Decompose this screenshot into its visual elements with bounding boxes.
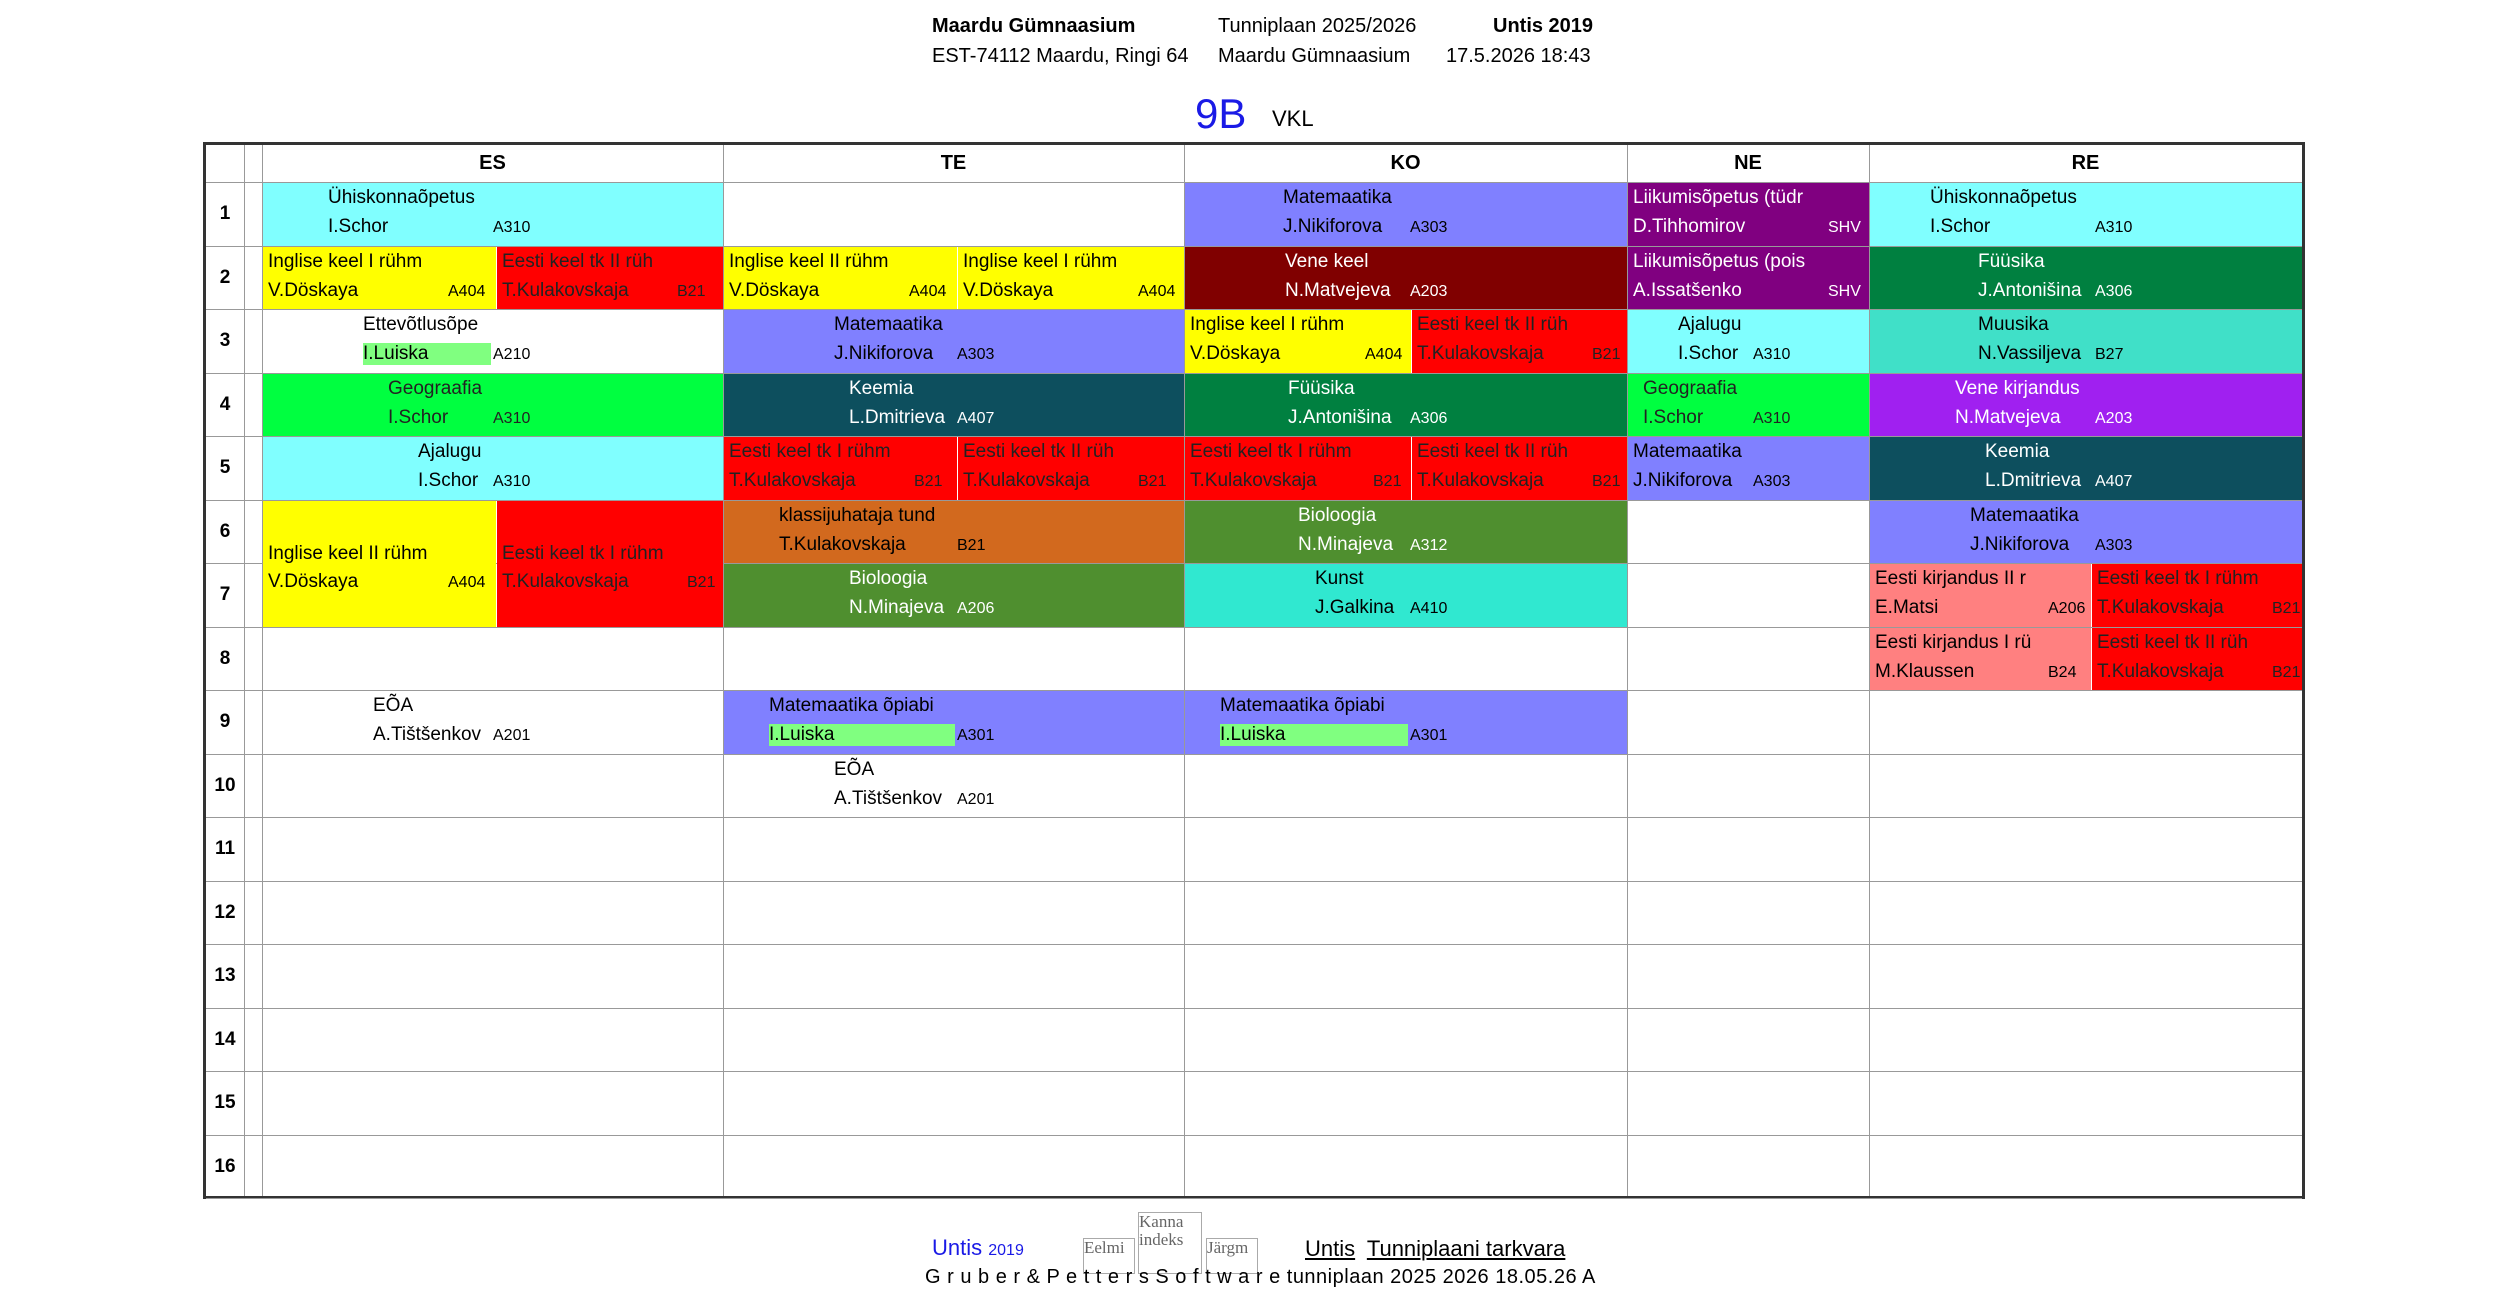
lesson-teacher: T.Kulakovskaja (779, 534, 906, 555)
lesson-teacher: I.Luiska (363, 343, 491, 365)
lesson-cell[interactable] (1870, 374, 2302, 436)
lesson-cell[interactable] (1628, 183, 1869, 246)
grid-row-divider (206, 944, 2302, 945)
lesson-room: A203 (1410, 283, 1448, 300)
lesson-teacher: V.Döskaya (963, 280, 1054, 301)
lesson-cell[interactable] (1870, 628, 2091, 690)
school-address: EST-74112 Maardu, Ringi 64 (932, 45, 1189, 67)
lesson-room: B21 (2272, 664, 2301, 681)
lesson-teacher: I.Schor (1678, 343, 1739, 364)
lesson-room: B21 (1138, 473, 1167, 490)
lesson-room: A303 (1410, 219, 1448, 236)
lesson-teacher: T.Kulakovskaja (1417, 343, 1544, 364)
grid-row-divider (206, 1198, 2302, 1199)
lesson-cell[interactable] (724, 247, 957, 309)
lesson-room: SHV (1828, 283, 1861, 300)
lesson-room: A404 (909, 283, 947, 300)
lesson-teacher: T.Kulakovskaja (2097, 597, 2224, 618)
lesson-cell[interactable] (1870, 183, 2302, 246)
lesson-subject: Liikumisõpetus (pois (1633, 251, 1806, 272)
lesson-teacher: T.Kulakovskaja (1417, 470, 1544, 491)
lesson-teacher: J.Nikiforova (1970, 534, 2070, 555)
lesson-subject: Geograafia (1643, 378, 1738, 399)
index-nav-image[interactable]: Kanna indeks (1138, 1212, 1202, 1274)
lesson-teacher: I.Schor (388, 407, 449, 428)
lesson-subject: Matemaatika (1283, 187, 1392, 208)
lesson-subject: klassijuhataja tund (779, 505, 936, 526)
lesson-room: SHV (1828, 219, 1861, 236)
lesson-room: A407 (957, 410, 995, 427)
lesson-room: A407 (2095, 473, 2133, 490)
grid-row-divider (206, 1135, 2302, 1136)
lesson-room: A404 (1138, 283, 1176, 300)
lesson-subject: Ajalugu (418, 441, 482, 462)
lesson-subject: Füüsika (1288, 378, 1355, 399)
lesson-cell[interactable] (1628, 247, 1869, 309)
lesson-cell[interactable] (1870, 310, 2302, 373)
lesson-cell[interactable] (1185, 437, 1411, 500)
lesson-room: A404 (1365, 346, 1403, 363)
lesson-teacher: A.Tištšenkov (373, 724, 482, 745)
lesson-cell[interactable] (1628, 374, 1869, 436)
lesson-room: A310 (1753, 410, 1791, 427)
lesson-subject: Eesti keel tk II rüh (502, 251, 654, 272)
software-link[interactable]: Tunniplaani tarkvara (1366, 1236, 1566, 1261)
period-number: 2 (219, 267, 231, 288)
day-header-te: TE (940, 152, 967, 174)
lesson-teacher: J.Antonišina (1288, 407, 1392, 428)
lesson-cell[interactable] (1185, 247, 1627, 309)
lesson-subject: Bioloogia (1298, 505, 1377, 526)
period-number: 12 (214, 902, 236, 923)
lesson-subject: Eesti keel tk I rühm (2097, 568, 2259, 589)
lesson-cell[interactable] (497, 501, 723, 627)
grid-row-divider (206, 817, 2302, 818)
lesson-cell[interactable] (1870, 247, 2302, 309)
lesson-room: A404 (448, 574, 486, 591)
lesson-subject: Füüsika (1978, 251, 2045, 272)
untis-version: Untis 2019 (1493, 15, 1594, 37)
plan-title: Tunniplaan 2025/2026 (1218, 15, 1417, 37)
lesson-teacher: L.Dmitrieva (1985, 470, 2082, 491)
lesson-teacher: J.Galkina (1315, 597, 1395, 618)
lesson-teacher: T.Kulakovskaja (1190, 470, 1317, 491)
lesson-subject: Inglise keel I rühm (963, 251, 1118, 272)
lesson-subject: Matemaatika õpiabi (769, 695, 934, 716)
lesson-teacher: N.Minajeva (849, 597, 945, 618)
class-name: 9B (1195, 90, 1247, 137)
lesson-room: A303 (2095, 537, 2133, 554)
untis-logo[interactable]: Untis 2019 (932, 1235, 1024, 1260)
lesson-subject: Eesti kirjandus II r (1875, 568, 2026, 589)
grid-row-divider (206, 1071, 2302, 1072)
lesson-cell[interactable] (1185, 183, 1627, 246)
lesson-cell[interactable] (263, 437, 723, 500)
lesson-room: A310 (1753, 346, 1791, 363)
lesson-teacher: V.Döskaya (1190, 343, 1281, 364)
period-number: 3 (219, 330, 231, 351)
lesson-subject: Bioloogia (849, 568, 928, 589)
lesson-cell[interactable] (958, 437, 1184, 500)
plan-school: Maardu Gümnaasium (1218, 45, 1411, 67)
lesson-subject: Ettevõtlusõpe (363, 314, 479, 335)
period-number: 16 (214, 1156, 236, 1177)
period-number: 1 (219, 203, 231, 224)
lesson-subject: Matemaatika (834, 314, 943, 335)
lesson-cell[interactable] (1628, 437, 1869, 500)
lesson-subject: Eesti keel tk II rüh (1417, 314, 1569, 335)
lesson-cell[interactable] (263, 501, 496, 627)
lesson-room: B21 (1592, 473, 1621, 490)
lesson-teacher: T.Kulakovskaja (963, 470, 1090, 491)
period-number: 8 (219, 648, 231, 669)
lesson-teacher: J.Nikiforova (1283, 216, 1383, 237)
lesson-teacher: I.Schor (418, 470, 479, 491)
lesson-subject: Eesti keel tk I rühm (502, 543, 664, 564)
lesson-subject: Eesti kirjandus I rü (1875, 632, 2032, 653)
lesson-cell[interactable] (1185, 564, 1627, 627)
lesson-cell[interactable] (263, 247, 496, 309)
lesson-teacher: T.Kulakovskaja (502, 571, 629, 592)
lesson-room: A301 (957, 727, 995, 744)
untis-link[interactable]: Untis (1305, 1236, 1356, 1261)
lesson-subject: Eesti keel tk II rüh (2097, 632, 2249, 653)
lesson-teacher: J.Nikiforova (1633, 470, 1733, 491)
lesson-subject: Inglise keel II rühm (729, 251, 889, 272)
lesson-cell[interactable] (263, 183, 723, 246)
lesson-subject: Matemaatika õpiabi (1220, 695, 1385, 716)
lesson-teacher: I.Luiska (769, 724, 955, 746)
lesson-subject: Geograafia (388, 378, 483, 399)
period-number: 6 (219, 521, 231, 542)
lesson-subject: Kunst (1315, 568, 1364, 589)
lesson-subject: Keemia (849, 378, 914, 399)
school-name: Maardu Gümnaasium (932, 15, 1136, 37)
lesson-cell[interactable] (263, 691, 723, 754)
lesson-room: A310 (493, 473, 531, 490)
lesson-cell[interactable] (724, 437, 957, 500)
period-number: 7 (219, 584, 231, 605)
lesson-teacher: V.Döskaya (729, 280, 820, 301)
lesson-teacher: L.Dmitrieva (849, 407, 946, 428)
next-nav-image[interactable]: Järgm (1206, 1238, 1258, 1274)
lesson-room: B21 (914, 473, 943, 490)
lesson-cell[interactable] (958, 247, 1184, 309)
lesson-cell[interactable] (724, 310, 1184, 373)
lesson-room: B21 (957, 537, 986, 554)
period-number: 10 (214, 775, 236, 796)
lesson-teacher: N.Matvejeva (1955, 407, 2061, 428)
grid-row-divider (206, 1008, 2302, 1009)
lesson-room: B21 (1592, 346, 1621, 363)
lesson-cell[interactable] (1185, 310, 1411, 373)
lesson-subject: Eesti keel tk II rüh (963, 441, 1115, 462)
lesson-teacher: V.Döskaya (268, 280, 359, 301)
lesson-room: A310 (493, 219, 531, 236)
lesson-cell[interactable] (263, 310, 723, 373)
period-number: 9 (219, 711, 231, 732)
lesson-subject: Eesti keel tk I rühm (729, 441, 891, 462)
lesson-teacher: I.Schor (1643, 407, 1704, 428)
lesson-teacher: T.Kulakovskaja (729, 470, 856, 491)
lesson-teacher: V.Döskaya (268, 571, 359, 592)
lesson-room: B21 (687, 574, 716, 591)
lesson-teacher: M.Klaussen (1875, 661, 1975, 682)
lesson-teacher: J.Antonišina (1978, 280, 2082, 301)
print-datetime: 17.5.2026 18:43 (1446, 45, 1591, 67)
lesson-teacher: J.Nikiforova (834, 343, 934, 364)
lesson-teacher: N.Matvejeva (1285, 280, 1391, 301)
lesson-teacher: I.Schor (1930, 216, 1991, 237)
lesson-teacher: I.Luiska (1220, 724, 1408, 746)
timetable-grid (203, 142, 2305, 1199)
period-number: 13 (214, 965, 236, 986)
lesson-teacher: T.Kulakovskaja (2097, 661, 2224, 682)
day-header-es: ES (479, 152, 506, 174)
lesson-cell[interactable] (1870, 564, 2091, 627)
lesson-cell[interactable] (724, 691, 1184, 754)
lesson-teacher: N.Minajeva (1298, 534, 1394, 555)
lesson-cell[interactable] (1870, 501, 2302, 563)
previous-nav-image[interactable]: Eelmi (1083, 1238, 1135, 1274)
lesson-cell[interactable] (1870, 437, 2302, 500)
lesson-room: A301 (1410, 727, 1448, 744)
lesson-room: B21 (677, 283, 706, 300)
lesson-room: B27 (2095, 346, 2124, 363)
lesson-cell[interactable] (1185, 691, 1627, 754)
day-header-re: RE (2071, 152, 2100, 174)
lesson-cell[interactable] (497, 247, 723, 309)
lesson-room: A310 (493, 410, 531, 427)
lesson-cell[interactable] (1185, 501, 1627, 563)
lesson-room: A210 (493, 346, 531, 363)
lesson-cell[interactable] (724, 374, 1184, 436)
lesson-cell[interactable] (1628, 310, 1869, 373)
day-header-ne: NE (1734, 152, 1762, 174)
lesson-subject: Ühiskonnaõpetus (328, 187, 475, 208)
lesson-subject: Eesti keel tk I rühm (1190, 441, 1352, 462)
lesson-subject: EÕA (373, 695, 414, 716)
period-number: 11 (214, 838, 236, 859)
lesson-cell[interactable] (2092, 628, 2302, 690)
lesson-room: A201 (493, 727, 531, 744)
lesson-room: A312 (1410, 537, 1448, 554)
footer-links (1305, 1236, 1571, 1262)
lesson-subject: Ajalugu (1678, 314, 1742, 335)
grid-column-divider (244, 145, 245, 1196)
lesson-room: A310 (2095, 219, 2133, 236)
lesson-cell[interactable] (2092, 564, 2302, 627)
lesson-cell[interactable] (263, 374, 723, 436)
lesson-room: A303 (957, 346, 995, 363)
lesson-subject: Inglise keel II rühm (268, 543, 428, 564)
lesson-room: A303 (1753, 473, 1791, 490)
lesson-teacher: I.Schor (328, 216, 389, 237)
lesson-room: A206 (957, 600, 995, 617)
lesson-subject: Vene kirjandus (1955, 378, 2080, 399)
lesson-room: A410 (1410, 600, 1448, 617)
lesson-room: B21 (2272, 600, 2301, 617)
lesson-subject: Inglise keel I rühm (1190, 314, 1345, 335)
period-number: 4 (219, 394, 231, 415)
lesson-subject: Liikumisõpetus (tüdr (1633, 187, 1804, 208)
lesson-subject: Vene keel (1285, 251, 1369, 272)
lesson-room: A404 (448, 283, 486, 300)
class-subtitle: VKL (1272, 106, 1314, 131)
period-number: 15 (214, 1092, 236, 1113)
lesson-cell[interactable] (1412, 437, 1627, 500)
lesson-teacher: N.Vassiljeva (1978, 343, 2082, 364)
lesson-teacher: T.Kulakovskaja (502, 280, 629, 301)
lesson-subject: Keemia (1985, 441, 2050, 462)
lesson-room: A306 (2095, 283, 2133, 300)
lesson-cell[interactable] (1185, 374, 1627, 436)
lesson-cell[interactable] (724, 564, 1184, 627)
lesson-subject: Matemaatika (1633, 441, 1742, 462)
lesson-subject: Ühiskonnaõpetus (1930, 187, 2077, 208)
day-header-ko: KO (1390, 152, 1421, 174)
grid-row-divider (206, 754, 2302, 755)
footer-credit: G r u b e r & P e t t e r s S o f t w a r e tunniplaan 2025 2026 18.05.26 A (925, 1266, 1596, 1288)
lesson-room: B21 (1373, 473, 1402, 490)
lesson-room: A206 (2048, 600, 2086, 617)
lesson-cell[interactable] (1412, 310, 1627, 373)
grid-row-divider (206, 881, 2302, 882)
lesson-subject: Muusika (1978, 314, 2049, 335)
lesson-subject: Matemaatika (1970, 505, 2079, 526)
lesson-room: A203 (2095, 410, 2133, 427)
lesson-cell[interactable] (724, 755, 1184, 817)
lesson-room: A201 (957, 791, 995, 808)
lesson-cell[interactable] (724, 501, 1184, 563)
lesson-teacher: A.Tištšenkov (834, 788, 943, 809)
period-number: 5 (219, 457, 231, 478)
lesson-teacher: E.Matsi (1875, 597, 1939, 618)
lesson-teacher: A.Issatšenko (1633, 280, 1742, 301)
lesson-teacher: D.Tihhomirov (1633, 216, 1746, 237)
lesson-subject: Inglise keel I rühm (268, 251, 423, 272)
period-number: 14 (214, 1029, 236, 1050)
lesson-room: B24 (2048, 664, 2077, 681)
lesson-subject: Eesti keel tk II rüh (1417, 441, 1569, 462)
lesson-room: A306 (1410, 410, 1448, 427)
lesson-subject: EÕA (834, 759, 875, 780)
